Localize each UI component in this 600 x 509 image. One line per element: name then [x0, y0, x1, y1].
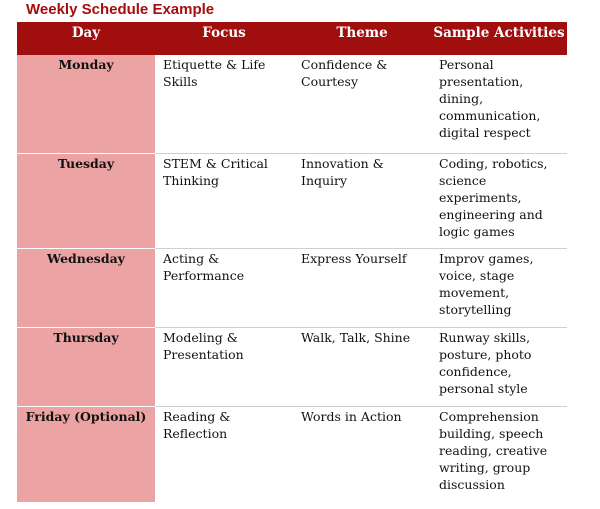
theme-cell	[293, 249, 431, 328]
theme-text: Walk, Talk, Shine	[301, 330, 411, 345]
focus-cell	[155, 55, 293, 154]
focus-cell	[155, 154, 293, 249]
header-day: Day	[17, 22, 155, 55]
focus-cell	[155, 407, 293, 503]
day-cell	[17, 154, 155, 249]
activities-cell	[431, 55, 567, 154]
focus-text: Etiquette & Life Skills	[163, 57, 266, 89]
day-label: Friday (Optional)	[25, 409, 147, 424]
header-focus: Focus	[155, 22, 293, 55]
activities-cell	[431, 328, 567, 407]
activities-cell	[431, 249, 567, 328]
day-label: Tuesday	[57, 156, 115, 171]
focus-text: Reading & Reflection	[163, 409, 231, 441]
day-label: Thursday	[53, 330, 119, 345]
theme-text: Express Yourself	[301, 251, 407, 266]
theme-cell	[293, 55, 431, 154]
focus-text: Modeling & Presentation	[163, 330, 244, 362]
focus-text: Acting & Performance	[163, 251, 245, 283]
activities-cell	[431, 154, 567, 249]
activities-text: Comprehension building, speech reading, creative writing, group discussion	[439, 409, 548, 492]
activities-text: Personal presentation, dining, communication, digital respect	[439, 57, 541, 140]
activities-text: Runway skills, posture, photo confidence, personal style	[439, 330, 532, 396]
table-row	[17, 55, 567, 154]
weekly-schedule-table	[17, 22, 567, 502]
theme-cell	[293, 407, 431, 503]
day-cell	[17, 328, 155, 407]
header-theme: Theme	[293, 22, 431, 55]
theme-cell	[293, 154, 431, 249]
table-row	[17, 154, 567, 249]
activities-text: Improv games, voice, stage movement, storytelling	[439, 251, 534, 317]
table-row	[17, 407, 567, 503]
activities-cell	[431, 407, 567, 503]
theme-text: Words in Action	[301, 409, 402, 424]
document-title: Weekly Schedule Example	[26, 1, 215, 18]
focus-cell	[155, 328, 293, 407]
table-header-row	[17, 22, 567, 55]
theme-text: Innovation & Inquiry	[301, 156, 384, 188]
focus-cell	[155, 249, 293, 328]
day-cell	[17, 407, 155, 503]
day-cell	[17, 249, 155, 328]
focus-text: STEM & Critical Thinking	[163, 156, 268, 188]
header-activities: Sample Activities	[431, 22, 567, 55]
table-row	[17, 328, 567, 407]
theme-cell	[293, 328, 431, 407]
activities-text: Coding, robotics, science experiments, engineering and logic games	[439, 156, 548, 239]
day-label: Monday	[58, 57, 114, 72]
day-label: Wednesday	[47, 251, 125, 266]
day-cell	[17, 55, 155, 154]
theme-text: Confidence & Courtesy	[301, 57, 388, 89]
table-row	[17, 249, 567, 328]
